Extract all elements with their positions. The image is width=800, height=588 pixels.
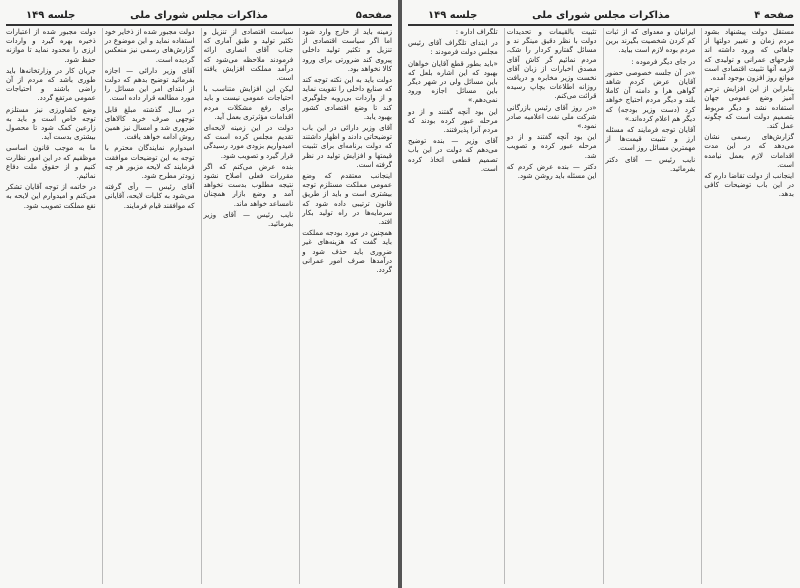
text-column: [406, 28, 500, 584]
paragraph: تلگراف اداره :: [455, 28, 498, 36]
paragraph: ما به موجب قانون اساسی موظفیم که در این امور نظارت کنیم و از حقوق ملت دفاع نمائیم.: [6, 144, 96, 181]
paragraph: در ابتدای تلگراف آقای رئیس مجلس دولت فرمودند :: [408, 39, 498, 57]
paragraph: در سال گذشته مبلغ قابل توجهی صرف خرید کالاهای ضروری شد و امسال نیز همین روش ادامه خواهد یافت.: [104, 105, 195, 142]
session-number: جلسه ۱۴۹: [26, 10, 76, 21]
paragraph: آقایان توجه فرمایند که مسئله ارز و تثبیت قیمت‌ها از مهمترین مسائل روز است.: [605, 126, 696, 153]
text-column: [299, 28, 394, 584]
paragraph: نایب رئیس — آقای دکتر بفرمائید.: [605, 155, 696, 173]
paragraph: زمینه باید از خارج وارد شود اما اگر سیاست اقتصادی از تنزیل و تکثیر تولید داخلی پیروی کند ضرورتی برای ورود کالا نخواهد بود.: [302, 28, 392, 73]
paragraph: «باید بطور قطع آقایان خواهان بهبود که این اشاره بلعل که باین مسائل ولی در شهر دیگر باین مسائل اجازه ورود نمی‌دهم.»: [408, 59, 498, 105]
running-title: مذاکرات مجلس شورای ملی: [532, 10, 670, 21]
header-rule: [6, 24, 392, 26]
paragraph: آقای وزیر — بنده توضیح می‌دهم که دولت در این باب تصمیم قطعی اتخاذ کرده است.: [408, 137, 498, 173]
paragraph: این بود آنچه گفتند و از دو مرحله عبور کرده و تصویب شد.: [506, 133, 597, 160]
page-number: صفحه۵: [355, 10, 392, 21]
paragraph: همچنین در مورد بودجه مملکت باید گفت که هزینه‌های غیر ضروری باید حذف شود و درآمدها صرف امور عمرانی گردد.: [302, 229, 392, 275]
paragraph: وضع کشاورزی نیز مستلزم توجه خاص است و باید به زارعین کمک شود تا محصول بیشتری بدست آید.: [6, 105, 96, 142]
paragraph: گزارش‌های رسمی نشان می‌دهد که در این مدت اقدامات لازم بعمل نیامده است.: [704, 133, 794, 169]
paragraph: در خاتمه از توجه آقایان تشکر می‌کنم و امیدوارم این لایحه به نفع مملکت تصویب شود.: [6, 183, 96, 210]
paragraph: بنابراین از این افزایش ترحم آمیز وضع عمومی جهان استفاده نشد و دیگر مربوط بتصمیم دولت است که چگونه عمل کند.: [704, 85, 794, 131]
paragraph: امیدوارم نمایندگان محترم با توجه به این توضیحات موافقت فرمایند که لایحه مزبور هر چه زودتر مطرح شود.: [104, 144, 195, 181]
paragraph: تثبیت بالقیمات و تحدیدات دولت با نظر دقیق مینگر ند و مسائل گفتارو کردار را شک، مردم نمائیم گر کاش آقای مصدق اخبارات از زبان آقای نخست وزیر مخابره و دریافت روزانه اطلاعات بچاپ رسیده قرائت می‌کنم.: [506, 28, 597, 101]
paragraph: آقای وزیر دارائی در این باب توضیحاتی دادند و اظهار داشتند که دولت برنامه‌ای برای تثبیت قیمتها و افزایش تولید در نظر گرفته است.: [302, 124, 392, 169]
text-column: [701, 28, 796, 584]
paragraph: بنده عرض می‌کنم که اگر مقررات فعلی اصلاح نشود نتیجه مطلوب بدست نخواهد آمد و وضع بازار همچنان نامساعد خواهد ماند.: [203, 162, 294, 208]
paragraph: ایرانیان و معدوای که از ثبات کم کردن شخصیت بگیرند برین مردم بوده لازم است بیاید.: [605, 28, 696, 55]
page-header: [408, 8, 794, 24]
running-title: مذاکرات مجلس شورای ملی: [130, 10, 268, 21]
paragraph: مستقل دولت پیشنهاد بشود مردم زمان و تغییر دولتها از جاهائی که ورود داشته اند طرحهای عمرانی و تولیدی که لازمه آنها تثبیت اقتصادی است موانع روز افزون بوجود آمده.: [704, 28, 794, 83]
text-columns: [4, 28, 394, 584]
paragraph: سیاست اقتصادی از تنزیل و تکثیر تولید و طبق آماری که جناب آقای انصاری ارائه فرمودند ملاحظه می‌شود که درآمد مملکت افزایش یافته است.: [203, 28, 294, 83]
paragraph: دولت مجبور شده از اعتبارات ذخیره بهره گیرد و واردات ارزی را محدود نماید تا موازنه حفظ شود.: [6, 28, 96, 64]
paragraph: آقای رئیس — رأی گرفته می‌شود به کلیات لایحه، آقایانی که موافقند قیام فرمایند.: [104, 183, 195, 210]
page-number: صفحه ۴: [754, 10, 794, 21]
text-column: [504, 28, 599, 584]
text-column: [102, 28, 197, 584]
paragraph: دولت در این زمینه لایحه‌ای تقدیم مجلس کرده است که امیدواریم بزودی مورد رسیدگی قرار گیرد و تصویب شود.: [203, 124, 294, 160]
text-columns: [406, 28, 796, 584]
session-number: جلسه ۱۴۹: [428, 10, 478, 21]
right-page: [402, 0, 800, 588]
paragraph: دکتر — بنده عرض کردم که این مسئله باید روشن شود.: [506, 162, 597, 181]
header-rule: [408, 24, 794, 26]
paragraph: «در آن جلسه خصوصی حضور آقایان عرض کردم شاهد گواهی هرا و دامنه آن کاملا بلند و دیگر مردم احتیاج خواهد کرد (دست وزیر بودجه) که دیگر هم اعلام کرده‌اند.»: [605, 68, 696, 123]
paragraph: جریان کار در وزارتخانه‌ها باید طوری باشد که مردم از آن راضی باشند و احتیاجات عمومی مرتفع گردد.: [6, 66, 96, 103]
text-column: [201, 28, 296, 584]
text-column: [4, 28, 98, 584]
paragraph: این بود آنچه گفتند و از دو مرحله عبور کرده بودند که مردم آنرا پذیرفتند.: [408, 107, 498, 135]
paragraph: اینجانب معتقدم که وضع عمومی مملکت مستلزم توجه بیشتری است و باید از طریق قانون ترتیبی داده شود که سرمایه‌ها در راه تولید بکار افتد.: [302, 172, 392, 227]
paragraph: لیکن این افزایش متناسب با احتیاجات عمومی نیست و باید برای رفع مشکلات مردم اقدامات مؤثرتری بعمل آید.: [203, 85, 294, 121]
left-page: [0, 0, 398, 588]
text-column: [603, 28, 698, 584]
paragraph: در جای دیگر فرموده :: [631, 57, 696, 66]
paragraph: آقای وزیر دارائی — اجازه بفرمائید توضیح بدهم که دولت از ابتدای امر این مسائل را مورد مطالعه قرار داده است.: [104, 66, 195, 103]
paragraph: نایب رئیس — آقای وزیر بفرمائید.: [203, 210, 294, 229]
paragraph: دولت مجبور شده از ذخایر خود استفاده نماید و این موضوع در گزارش‌های رسمی نیز منعکس گردیده است.: [104, 28, 195, 64]
paragraph: اینجانب از دولت تقاضا دارم که در این باب توضیحات کافی بدهد.: [704, 172, 794, 199]
page-header: [6, 8, 392, 24]
paragraph: دولت باید به این نکته توجه کند که صنایع داخلی را تقویت نماید و از واردات بی‌رویه جلوگیری کند تا وضع اقتصادی کشور بهبود یابد.: [302, 76, 392, 121]
paragraph: «در روز آقای رئیس بازرگانی شرکت ملی نفت اعلامیه صادر نمود.»: [506, 103, 597, 131]
